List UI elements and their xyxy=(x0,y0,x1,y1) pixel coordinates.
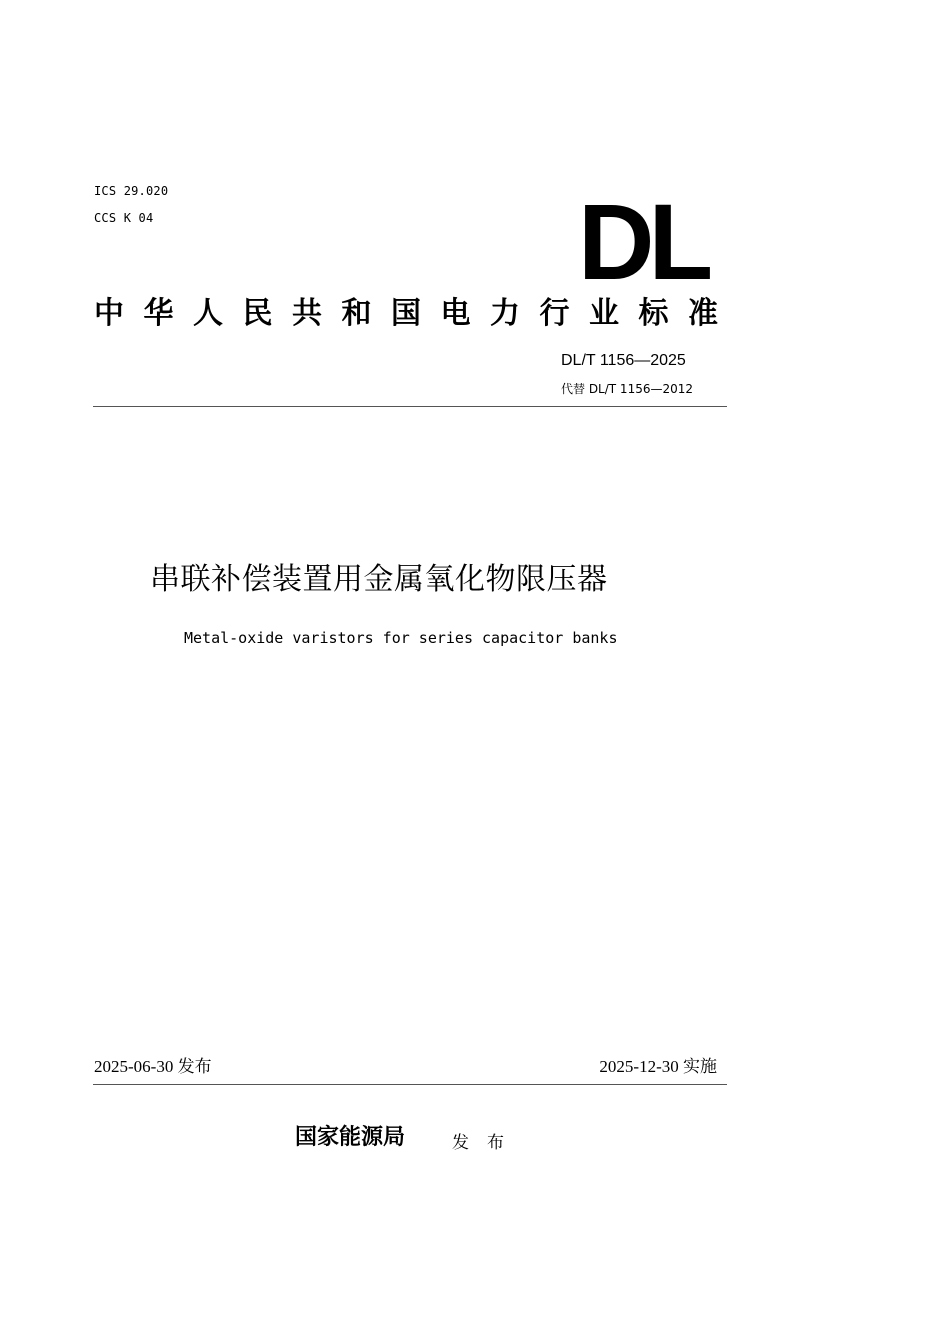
issue-label: 发布 xyxy=(452,1133,522,1153)
standard-type-char: 力 xyxy=(490,296,520,331)
document-title-chinese: 串联补偿装置用金属氧化物限压器 xyxy=(150,562,608,597)
standard-type-char: 人 xyxy=(193,296,223,331)
top-divider xyxy=(93,406,727,407)
standard-type-char: 业 xyxy=(589,296,619,331)
standard-type-char: 中 xyxy=(94,296,124,331)
standard-type-char: 共 xyxy=(292,296,322,331)
document-title-english: Metal-oxide varistors for series capacitor banks xyxy=(184,629,618,647)
standard-type-char: 标 xyxy=(638,296,669,331)
standard-number: DL/T 1156—2025 xyxy=(561,352,686,369)
publication-date: 2025-06-30 发布 xyxy=(94,1057,212,1076)
standard-type-char: 民 xyxy=(242,296,273,331)
ccs-code: CCS K 04 xyxy=(94,211,154,225)
standard-type-char: 国 xyxy=(391,296,421,331)
standard-type-char: 准 xyxy=(688,296,718,331)
dl-logo: DL xyxy=(578,181,708,302)
standard-type-char: 电 xyxy=(440,296,471,331)
standard-type-char: 华 xyxy=(143,296,174,331)
implementation-date: 2025-12-30 实施 xyxy=(599,1057,717,1076)
standard-type-char: 行 xyxy=(539,296,570,331)
bottom-divider xyxy=(93,1084,727,1085)
ics-code: ICS 29.020 xyxy=(94,184,169,198)
standard-type-heading xyxy=(94,296,718,332)
issuing-authority: 国家能源局 xyxy=(295,1125,406,1150)
standard-type-char: 和 xyxy=(341,296,372,331)
replaced-standard: 代替 DL/T 1156—2012 xyxy=(561,382,694,396)
